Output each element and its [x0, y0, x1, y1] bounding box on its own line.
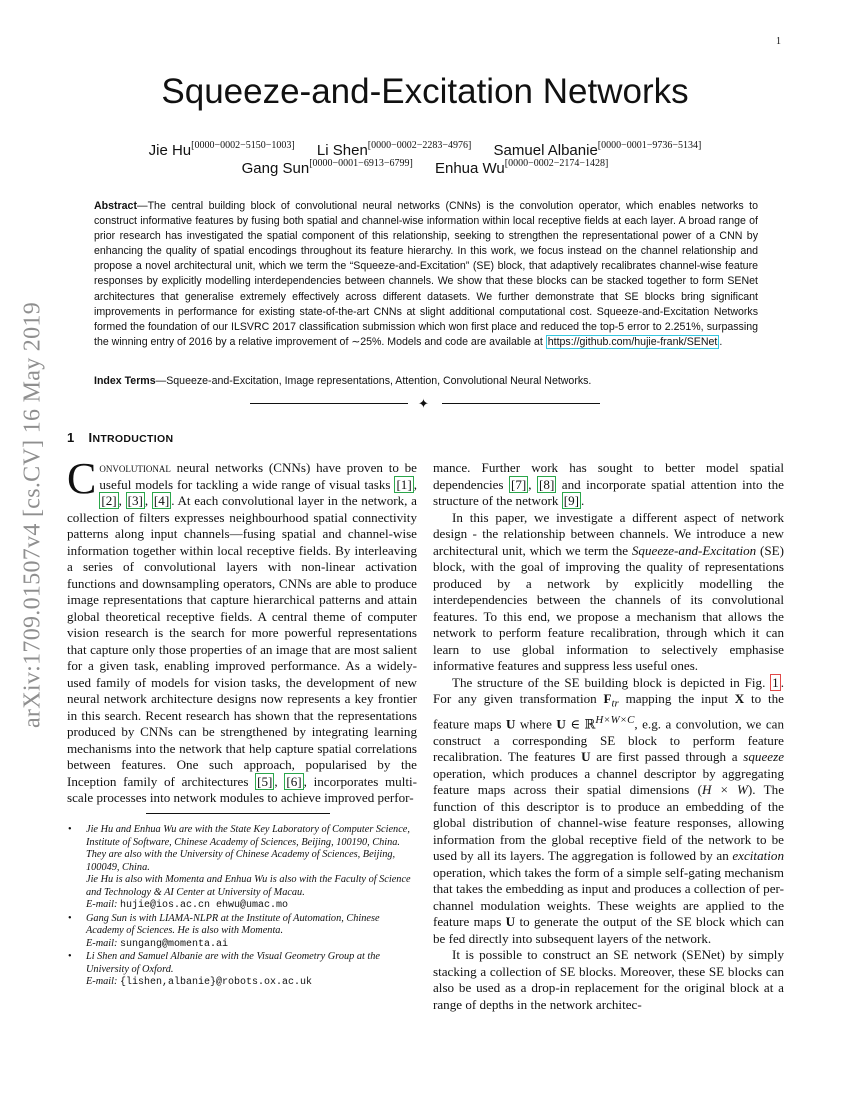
email-address[interactable]: sungang@momenta.ai [120, 938, 229, 950]
citation-5[interactable]: [5] [257, 773, 273, 789]
paper-title: Squeeze-and-Excitation Networks [161, 72, 689, 111]
authors-line-2 [0, 154, 850, 179]
intro-paragraph-1: Convolutional neural networks (CNNs) have proven to be useful models for tackling a wide range of visual tasks [1] , [2] , [3] , [4] . At each convolutional layer in the network, a collection of filters expresses neighbourhood spatial connectivity patterns along input channels—fusing spatial and channel-wise information together within local receptive fields. By interleaving a series of convolutional layers with non-linear activation functions and downsampling operators, CNNs are able to produce image representations that capture hierarchical patterns and attain global theoretical receptive fields. A central theme of computer vision research is the search for more powerful representations that capture only those properties of an image that are most salient for a given task, enabling improved performance. As a widely-used family of models for vision tasks, the development of new neural network architecture designs now represents a key frontier in this search. Recent research has shown that the representations produced by CNNs can be strengthened by integrating learning mechanisms into the network that help capture spatial correlations between features. One such approach, popularised by the Inception family of architectures [5] , [6] , incorporates multi-scale processes into network modules to achieve improved perfor- [67, 454, 417, 805]
abstract: Abstract—The central building block of convolutional neural networks (CNNs) is the convolution operator, which enables networks to construct informative features by fusing both spatial and channel-wise information within local receptive fields at each layer. A broad range of prior research has investigated the spatial component of this relationship, seeking to strengthen the representational power of a CNN by enhancing the quality of spatial encodings throughout its feature hierarchy. In this work, we focus instead on the channel relationship and propose a novel architectural unit, which we term the “Squeeze-and-Excitation” (SE) block, that adaptively recalibrates channel-wise feature responses by explicitly modelling interdependencies between channels. We show that these blocks can be stacked together to form SENet architectures that generalise extremely effectively across different datasets. We further demonstrate that SE blocks bring significant improvements in performance for existing state-of-the-art CNNs at slight additional computational cost. Squeeze-and-Excitation Networks formed the foundation of our ILSVRC 2017 classification submission which won first place and reduced the top-5 error to 2.251%, surpassing the winning entry of 2016 by a relative improvement of ∼25%. Models and code are available at https://github.com/hujie-frank/SENet . [94, 200, 758, 348]
intro-paragraph-4: It is possible to construct an SE network (SENet) by simply stacking a collection of SE blocks. Moreover, these SE blocks can also be used as a drop-in replacement for the original block at a range of depths in the network architec- [433, 947, 784, 1012]
footnote-item: • Gang Sun is with LIAMA-NLPR at the Institute of Automation, Chinese Academy of Sciences. He is also with Momenta. E-mail: sungang@momenta.ai [68, 912, 380, 950]
citation-1[interactable]: [1] [396, 476, 412, 492]
intro-paragraph-1-continued: mance. Further work has sought to better model spatial dependencies [7] , [8] and incorporate spatial attention into the structure of the network [9] . [433, 460, 784, 508]
footnote-rule [146, 813, 330, 814]
footnotes [67, 824, 417, 990]
author-li-shen: Li Shen[0000−0002−2283−4976] [316, 140, 472, 159]
bullet-icon: • [68, 951, 72, 962]
orcid-li-shen[interactable]: [0000−0002−2283−4976] [367, 140, 472, 151]
citation-3[interactable]: [3] [127, 493, 143, 508]
footnote-item: • Li Shen and Samuel Albanie are with the Visual Geometry Group at the University of Oxford. E-mail: {lishen,albanie}@robots.ox.ac.uk [68, 951, 380, 988]
intro-paragraph-3: The structure of the SE building block is depicted in Fig. 1 . For any given transformation $F_{tr}$ mapping the input X to the feature maps U where U ∈ ℝ$^{H\times W\times C}$, e.g. a convolution, we can construct a corresponding SE block to perform feature recalibration. The features U are first passed through a squeeze operation, which produces a channel descriptor by aggregating feature maps across their spatial dimensions (H × W). The function of this descriptor is to produce an embedding of the global distribution of channel-wise feature responses, allowing information from the global receptive field of the network to be used by all its layers. The aggregation is followed by an excitation operation, which takes the form of a simple self-gating mechanism that takes the embedding as input and produces a collection of per-channel modulation weights. These weights are applied to the feature maps U to generate the output of the SE block which can be fed directly into subsequent layers of the network. [433, 674, 785, 946]
bullet-icon: • [68, 824, 72, 835]
abstract-label: Abstract [94, 200, 137, 212]
email-address[interactable]: {lishen,albanie}@robots.ox.ac.uk [120, 977, 313, 988]
arxiv-stamp[interactable] [18, 280, 48, 750]
index-terms-label: Index Terms [94, 375, 156, 387]
section-number: 1 [67, 430, 75, 445]
dropcap: C [67, 454, 97, 503]
author-gang-sun: Gang Sun[0000−0001−6913−6799] [241, 158, 413, 177]
separator-diamond-icon: ✦ [418, 396, 429, 411]
citation-8[interactable]: [8] [539, 476, 555, 492]
orcid-jie-hu[interactable]: [0000−0002−5150−1003] [191, 140, 295, 151]
column-left [67, 454, 417, 807]
separator-rule-left [250, 403, 408, 404]
separator-rule-right [442, 403, 600, 404]
bullet-icon: • [68, 912, 72, 924]
intro-paragraph-2: In this paper, we investigate a different aspect of network design - the relationship between channels. We introduce a new architectural unit, which we term the Squeeze-and-Excitation (SE) block, with the goal of improving the quality of representations produced by a network by explicitly modelling the interdependencies between the channels of its convolutional features. To this end, we propose a mechanism that allows the network to perform feature recalibration, through which it can learn to use global information to selectively emphasise informative features and suppress less useful ones. [433, 509, 784, 673]
column-right [433, 460, 784, 1013]
orcid-gang-sun[interactable]: [0000−0001−6913−6799] [309, 158, 413, 169]
email-address[interactable]: hujie@ios.ac.cn ehwu@umac.mo [120, 900, 289, 911]
section-heading-introduction: 1 INTRODUCTION [67, 430, 174, 445]
arxiv-stamp-text: arXiv:1709.01507v4 [cs.CV] 16 May 2019 [19, 301, 46, 729]
abstract-text: —The central building block of convolutional neural networks (CNNs) is the convolution operator, which enables networks to construct informative features by fusing both spatial and channel-wise information within local receptive fields at each layer. A broad range of prior research has investigated the spatial component of this relationship, seeking to strengthen the representational power of a CNN by enhancing the quality of spatial encodings throughout its feature hierarchy. In this work, we focus instead on the channel relationship and propose a novel architectural unit, which we term the “Squeeze-and-Excitation” (SE) block, that adaptively recalibrates channel-wise feature responses by explicitly modelling interdependencies between channels. We show that these blocks can be stacked together to form SENet architectures that generalise extremely effectively across different datasets. We further demonstrate that SE blocks bring significant improvements in performance for existing state-of-the-art CNNs at slight additional computational cost. Squeeze-and-Excitation Networks formed the foundation of our ILSVRC 2017 classification submission which won first place and reduced the top-5 error to 2.251%, surpassing the winning entry of 2016 by a relative improvement of ∼25%. Models and code are available at [94, 200, 758, 348]
section-separator [250, 396, 600, 412]
author-jie-hu: Jie Hu[0000−0002−5150−1003] [148, 140, 295, 159]
citation-4[interactable]: [4] [153, 493, 170, 508]
orcid-enhua-wu[interactable]: [0000−0002−2174−1428] [504, 158, 609, 169]
author-enhua-wu: Enhua Wu[0000−0002−2174−1428] [434, 158, 609, 177]
footnote-item: • Jie Hu and Enhua Wu are with the State Key Laboratory of Computer Science, Institute of Software, Chinese Academy of Sciences, Beijing, 100190, China. They are also with the University of Chinese Academy of Sciences, Beijing, 100049, China. Jie Hu is also with Momenta and Enhua Wu is also with the Faculty of Science and Technology & AI Center at University of Macau. E-mail: hujie@ios.ac.cn ehwu@umac.mo [68, 824, 411, 911]
citation-6[interactable]: [6] [286, 773, 302, 789]
index-terms [94, 374, 758, 389]
orcid-samuel-albanie[interactable]: [0000−0001−9736−5134] [597, 140, 702, 151]
citation-2[interactable]: [2] [101, 493, 117, 508]
index-terms-text: —Squeeze-and-Excitation, Image representations, Attention, Convolutional Neural Networks. [155, 375, 592, 387]
author-samuel-albanie: Samuel Albanie[0000−0001−9736−5134] [493, 140, 702, 159]
citation-9[interactable]: [9] [563, 493, 579, 508]
figure-1-reference[interactable]: 1 [772, 674, 779, 690]
page-number: 1 [776, 36, 781, 47]
code-link[interactable]: https://github.com/hujie-frank/SENet [547, 335, 718, 348]
citation-7[interactable]: [7] [511, 476, 527, 492]
